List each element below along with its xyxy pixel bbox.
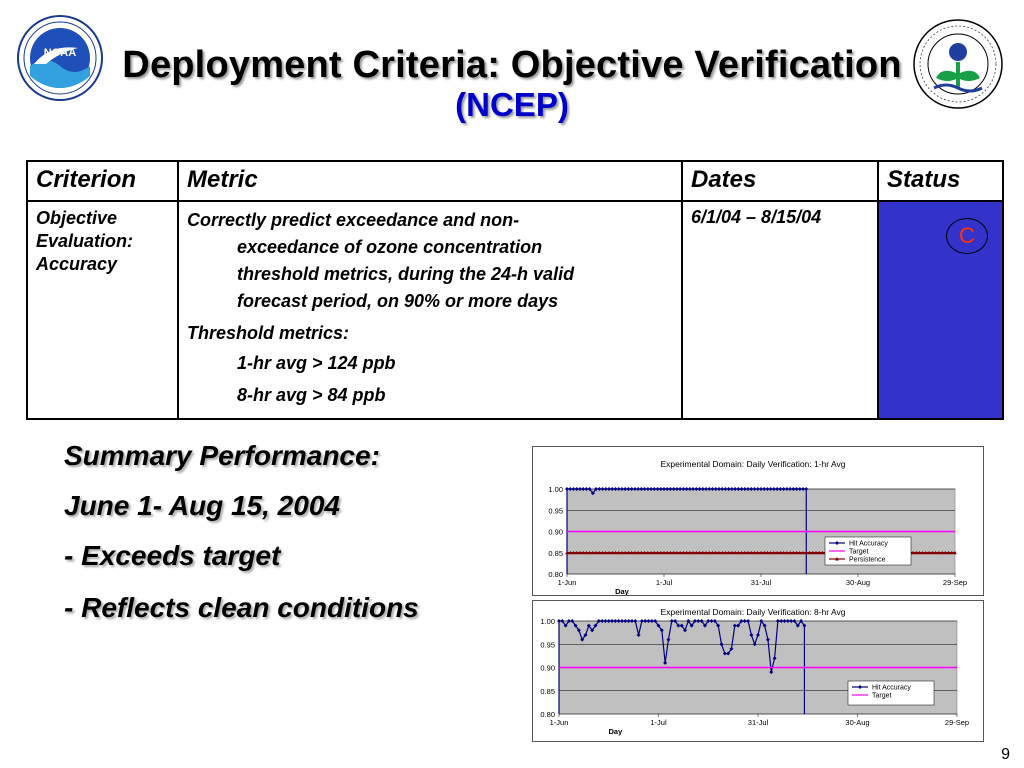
slide-title: Deployment Criteria: Objective Verification xyxy=(122,44,902,86)
summary-target: - Exceeds target xyxy=(64,540,281,571)
status-badge: C xyxy=(946,218,988,254)
legend-label: Target xyxy=(849,548,869,556)
chart-8hr-svg xyxy=(533,601,983,741)
x-tick-label: 1-Jul xyxy=(650,718,667,727)
svg-text:NOAA: NOAA xyxy=(43,47,77,59)
y-tick-label: 0.95 xyxy=(540,640,555,650)
chart-title: Experimental Domain: Daily Verification: 1-hr Avg xyxy=(660,459,846,469)
header-dates: Dates xyxy=(682,161,878,201)
dates-cell: 6/1/04 – 8/15/04 xyxy=(682,201,878,419)
legend-label: Target xyxy=(872,692,892,700)
metric-line: threshold metrics, during the 24-h valid xyxy=(237,264,575,284)
page-number: 9 xyxy=(1001,746,1010,763)
chart-1hr xyxy=(532,446,984,596)
legend-label: Persistence xyxy=(849,556,886,564)
threshold-label: Threshold metrics: xyxy=(187,323,350,343)
criteria-table xyxy=(26,160,1004,420)
x-tick-label: 30-Aug xyxy=(845,718,870,727)
threshold-item: 1-hr avg > 124 ppb xyxy=(237,353,396,373)
y-tick-label: 0.80 xyxy=(548,570,563,579)
x-tick-label: 31-Jul xyxy=(750,578,772,587)
slide-subtitle: (NCEP) xyxy=(455,86,569,123)
x-tick-label: 1-Jun xyxy=(557,578,577,587)
chart-1hr-svg xyxy=(533,447,983,595)
y-tick-label: 1.00 xyxy=(540,617,555,626)
criterion-cell xyxy=(27,201,178,419)
chart-title: Experimental Domain: Daily Verification: 8-hr Avg xyxy=(660,607,846,617)
x-tick-label: 30-Aug xyxy=(845,578,871,587)
legend-label: Hit Accuracy xyxy=(872,684,911,692)
x-tick-label: 31-Jul xyxy=(747,718,769,727)
x-tick-label: 1-Jul xyxy=(655,578,673,587)
criterion-line: Objective xyxy=(36,208,118,228)
y-tick-label: 0.95 xyxy=(548,506,563,516)
metric-cell xyxy=(178,201,682,419)
x-axis-label: Day xyxy=(615,587,629,595)
y-tick-label: 0.80 xyxy=(540,710,555,719)
threshold-item: 8-hr avg > 84 ppb xyxy=(237,385,386,405)
y-tick-label: 0.90 xyxy=(548,527,563,537)
header-status: Status xyxy=(878,161,1003,201)
y-tick-label: 1.00 xyxy=(548,485,563,494)
y-tick-label: 0.90 xyxy=(540,663,555,673)
chart-legend xyxy=(848,681,934,705)
summary-dates: June 1- Aug 15, 2004 xyxy=(64,490,340,521)
x-tick-label: 29-Sep xyxy=(942,578,968,587)
table-header-row xyxy=(27,161,1003,201)
x-tick-label: 29-Sep xyxy=(944,718,970,727)
metric-line: forecast period, on 90% or more days xyxy=(237,291,559,311)
y-tick-label: 0.85 xyxy=(548,548,563,558)
y-tick-label: 0.85 xyxy=(540,686,555,696)
header-metric: Metric xyxy=(178,161,682,201)
header-criterion: Criterion xyxy=(27,161,178,201)
x-tick-label: 1-Jun xyxy=(549,718,569,727)
criterion-line: Evaluation: xyxy=(36,231,134,251)
x-axis-label: Day xyxy=(608,727,623,736)
summary-heading: Summary Performance: xyxy=(64,440,380,471)
metric-line: Correctly predict exceedance and non- xyxy=(187,210,520,230)
table-row xyxy=(27,201,1003,419)
legend-label: Hit Accuracy xyxy=(849,540,888,548)
criterion-line: Accuracy xyxy=(36,254,118,274)
metric-line: exceedance of ozone concentration xyxy=(237,237,543,257)
chart-legend xyxy=(825,537,911,565)
status-cell xyxy=(878,201,1003,419)
chart-8hr xyxy=(532,600,984,742)
summary-conditions: - Reflects clean conditions xyxy=(64,592,419,623)
